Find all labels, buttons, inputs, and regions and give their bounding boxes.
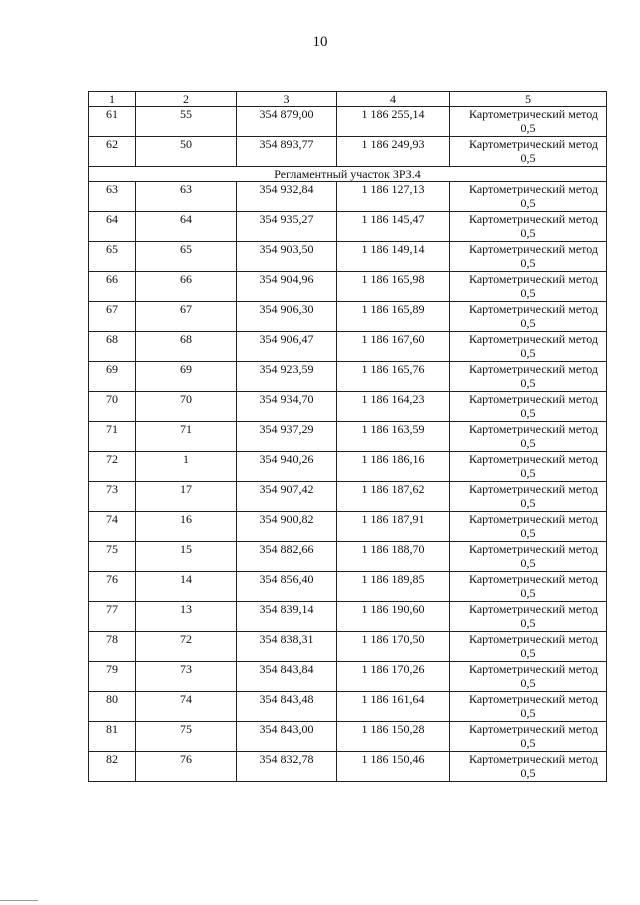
- method-text: Картометрический метод: [468, 752, 598, 766]
- cell-x: 354 843,84: [237, 662, 337, 692]
- cell-x: 354 907,42: [237, 482, 337, 512]
- cell-y: 1 186 187,62: [337, 482, 450, 512]
- method-text: Картометрический метод: [468, 137, 598, 151]
- cell-y: 1 186 149,14: [337, 242, 450, 272]
- cell-point: 68: [136, 332, 237, 362]
- cell-number: 75: [89, 542, 136, 572]
- cell-number: 80: [89, 692, 136, 722]
- cell-method: [450, 692, 607, 722]
- cell-number: 73: [89, 482, 136, 512]
- method-text: Картометрический метод: [468, 242, 598, 256]
- cell-y: 1 186 161,64: [337, 692, 450, 722]
- table-row: [89, 452, 607, 482]
- cell-method: [450, 242, 607, 272]
- cell-x: 354 932,84: [237, 182, 337, 212]
- table-row: [89, 722, 607, 752]
- table-row: [89, 242, 607, 272]
- cell-method: [450, 137, 607, 167]
- table-header-row: [89, 92, 607, 107]
- method-text: Картометрический метод: [468, 332, 598, 346]
- cell-x: 354 937,29: [237, 422, 337, 452]
- accuracy-text: 0,5: [520, 526, 536, 540]
- cell-point: 71: [136, 422, 237, 452]
- cell-method: [450, 392, 607, 422]
- cell-y: 1 186 190,60: [337, 602, 450, 632]
- cell-number: 77: [89, 602, 136, 632]
- cell-x: 354 838,31: [237, 632, 337, 662]
- table-row: [89, 362, 607, 392]
- cell-point: 63: [136, 182, 237, 212]
- cell-y: 1 186 249,93: [337, 137, 450, 167]
- cell-x: 354 839,14: [237, 602, 337, 632]
- cell-number: 66: [89, 272, 136, 302]
- accuracy-text: 0,5: [520, 436, 536, 450]
- cell-point: 1: [136, 452, 237, 482]
- cell-number: 70: [89, 392, 136, 422]
- cell-method: [450, 662, 607, 692]
- table-row: [89, 572, 607, 602]
- cell-point: 73: [136, 662, 237, 692]
- table-row: [89, 182, 607, 212]
- cell-number: 81: [89, 722, 136, 752]
- table-row: [89, 302, 607, 332]
- cell-method: [450, 482, 607, 512]
- cell-method: [450, 512, 607, 542]
- cell-point: 74: [136, 692, 237, 722]
- cell-y: 1 186 167,60: [337, 332, 450, 362]
- table-row: [89, 272, 607, 302]
- cell-method: [450, 107, 607, 137]
- table-row: [89, 662, 607, 692]
- cell-x: 354 906,30: [237, 302, 337, 332]
- cell-x: 354 906,47: [237, 332, 337, 362]
- method-text: Картометрический метод: [468, 302, 598, 316]
- cell-y: 1 186 165,98: [337, 272, 450, 302]
- table-body-bottom: [89, 182, 607, 782]
- cell-y: 1 186 189,85: [337, 572, 450, 602]
- cell-number: 79: [89, 662, 136, 692]
- cell-number: 78: [89, 632, 136, 662]
- cell-y: 1 186 170,50: [337, 632, 450, 662]
- cell-method: [450, 452, 607, 482]
- cell-point: 72: [136, 632, 237, 662]
- cell-x: 354 923,59: [237, 362, 337, 392]
- accuracy-text: 0,5: [520, 616, 536, 630]
- cell-point: 66: [136, 272, 237, 302]
- cell-method: [450, 212, 607, 242]
- cell-number: 67: [89, 302, 136, 332]
- cell-number: 64: [89, 212, 136, 242]
- cell-point: 14: [136, 572, 237, 602]
- table-row: [89, 332, 607, 362]
- cell-y: 1 186 170,26: [337, 662, 450, 692]
- cell-x: 354 903,50: [237, 242, 337, 272]
- method-text: Картометрический метод: [468, 512, 598, 526]
- cell-x: 354 879,00: [237, 107, 337, 137]
- method-text: Картометрический метод: [468, 542, 598, 556]
- table-row: [89, 392, 607, 422]
- cell-point: 76: [136, 752, 237, 782]
- cell-number: 61: [89, 107, 136, 137]
- column-header: 2: [136, 92, 237, 107]
- cell-y: 1 186 255,14: [337, 107, 450, 137]
- accuracy-text: 0,5: [520, 496, 536, 510]
- cell-point: 70: [136, 392, 237, 422]
- cell-point: 15: [136, 542, 237, 572]
- accuracy-text: 0,5: [520, 316, 536, 330]
- cell-method: [450, 542, 607, 572]
- cell-x: 354 856,40: [237, 572, 337, 602]
- cell-method: [450, 182, 607, 212]
- method-text: Картометрический метод: [468, 272, 598, 286]
- cell-method: [450, 602, 607, 632]
- cell-y: 1 186 188,70: [337, 542, 450, 572]
- table-row: [89, 482, 607, 512]
- accuracy-text: 0,5: [520, 196, 536, 210]
- cell-number: 76: [89, 572, 136, 602]
- cell-point: 75: [136, 722, 237, 752]
- table-row: [89, 422, 607, 452]
- cell-point: 17: [136, 482, 237, 512]
- table-row: [89, 632, 607, 662]
- cell-y: 1 186 164,23: [337, 392, 450, 422]
- cell-point: 69: [136, 362, 237, 392]
- cell-y: 1 186 165,76: [337, 362, 450, 392]
- table-row: [89, 542, 607, 572]
- cell-method: [450, 362, 607, 392]
- table-row: [89, 137, 607, 167]
- method-text: Картометрический метод: [468, 452, 598, 466]
- accuracy-text: 0,5: [520, 736, 536, 750]
- table-row: [89, 107, 607, 137]
- section-title: Регламентный участок ЗРЗ.4: [89, 167, 607, 182]
- cell-number: 74: [89, 512, 136, 542]
- cell-y: 1 186 187,91: [337, 512, 450, 542]
- accuracy-text: 0,5: [520, 286, 536, 300]
- cell-number: 65: [89, 242, 136, 272]
- table-row: [89, 512, 607, 542]
- method-text: Картометрический метод: [468, 632, 598, 646]
- accuracy-text: 0,5: [520, 121, 536, 135]
- cell-number: 62: [89, 137, 136, 167]
- cell-x: 354 935,27: [237, 212, 337, 242]
- cell-number: 82: [89, 752, 136, 782]
- cell-point: 50: [136, 137, 237, 167]
- cell-x: 354 832,78: [237, 752, 337, 782]
- accuracy-text: 0,5: [520, 226, 536, 240]
- cell-method: [450, 752, 607, 782]
- cell-y: 1 186 127,13: [337, 182, 450, 212]
- table-section: [89, 167, 607, 182]
- column-header: 4: [337, 92, 450, 107]
- cell-y: 1 186 150,46: [337, 752, 450, 782]
- cell-y: 1 186 150,28: [337, 722, 450, 752]
- table-body-top: [89, 107, 607, 167]
- cell-number: 63: [89, 182, 136, 212]
- cell-point: 55: [136, 107, 237, 137]
- method-text: Картометрический метод: [468, 722, 598, 736]
- accuracy-text: 0,5: [520, 256, 536, 270]
- table-row: [89, 692, 607, 722]
- accuracy-text: 0,5: [520, 466, 536, 480]
- table-row: [89, 212, 607, 242]
- cell-x: 354 893,77: [237, 137, 337, 167]
- section-row: [89, 167, 607, 182]
- cell-x: 354 900,82: [237, 512, 337, 542]
- column-header: 3: [237, 92, 337, 107]
- method-text: Картометрический метод: [468, 362, 598, 376]
- method-text: Картометрический метод: [468, 392, 598, 406]
- cell-point: 67: [136, 302, 237, 332]
- method-text: Картометрический метод: [468, 212, 598, 226]
- cell-y: 1 186 186,16: [337, 452, 450, 482]
- accuracy-text: 0,5: [520, 766, 536, 780]
- method-text: Картометрический метод: [468, 692, 598, 706]
- table-row: [89, 752, 607, 782]
- cell-y: 1 186 145,47: [337, 212, 450, 242]
- cell-method: [450, 572, 607, 602]
- cell-x: 354 940,26: [237, 452, 337, 482]
- coordinates-table: [88, 91, 607, 782]
- method-text: Картометрический метод: [468, 602, 598, 616]
- cell-method: [450, 632, 607, 662]
- cell-method: [450, 422, 607, 452]
- accuracy-text: 0,5: [520, 646, 536, 660]
- cell-number: 69: [89, 362, 136, 392]
- cell-method: [450, 332, 607, 362]
- cell-x: 354 934,70: [237, 392, 337, 422]
- method-text: Картометрический метод: [468, 572, 598, 586]
- cell-method: [450, 302, 607, 332]
- accuracy-text: 0,5: [520, 151, 536, 165]
- method-text: Картометрический метод: [468, 422, 598, 436]
- cell-x: 354 843,48: [237, 692, 337, 722]
- page-number: 10: [312, 34, 328, 50]
- method-text: Картометрический метод: [468, 662, 598, 676]
- cell-y: 1 186 163,59: [337, 422, 450, 452]
- accuracy-text: 0,5: [520, 586, 536, 600]
- table-row: [89, 602, 607, 632]
- method-text: Картометрический метод: [468, 482, 598, 496]
- scan-edge-mark: [0, 900, 38, 901]
- cell-x: 354 843,00: [237, 722, 337, 752]
- method-text: Картометрический метод: [468, 182, 598, 196]
- accuracy-text: 0,5: [520, 376, 536, 390]
- cell-method: [450, 272, 607, 302]
- accuracy-text: 0,5: [520, 676, 536, 690]
- column-header: 5: [450, 92, 607, 107]
- cell-method: [450, 722, 607, 752]
- accuracy-text: 0,5: [520, 346, 536, 360]
- cell-point: 16: [136, 512, 237, 542]
- method-text: Картометрический метод: [468, 107, 598, 121]
- accuracy-text: 0,5: [520, 706, 536, 720]
- cell-number: 71: [89, 422, 136, 452]
- cell-point: 64: [136, 212, 237, 242]
- accuracy-text: 0,5: [520, 406, 536, 420]
- cell-point: 13: [136, 602, 237, 632]
- accuracy-text: 0,5: [520, 556, 536, 570]
- cell-y: 1 186 165,89: [337, 302, 450, 332]
- cell-number: 68: [89, 332, 136, 362]
- column-header: 1: [89, 92, 136, 107]
- cell-x: 354 882,66: [237, 542, 337, 572]
- cell-point: 65: [136, 242, 237, 272]
- cell-number: 72: [89, 452, 136, 482]
- cell-x: 354 904,96: [237, 272, 337, 302]
